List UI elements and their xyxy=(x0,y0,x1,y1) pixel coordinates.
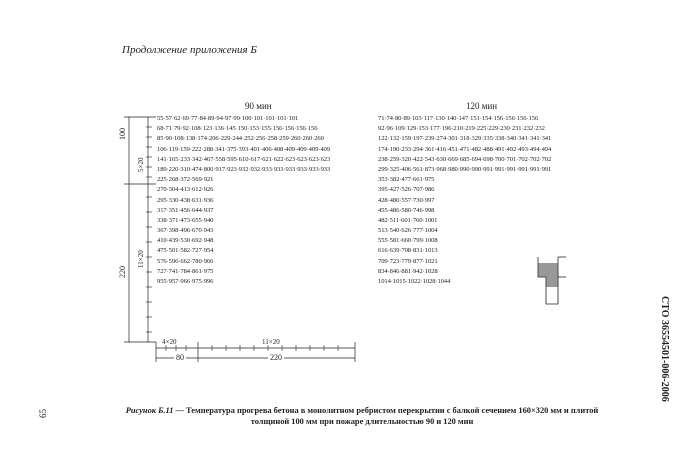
grid-row-values: 238·259·320·422·543·630·669·685·694·698·700·701·702·702·702 xyxy=(378,155,552,163)
grid-row-values: 616·639·708·831·1013 xyxy=(378,247,438,255)
panel-90-title: 90 мин xyxy=(245,101,272,111)
caption-text: — Температура прогрева бетона в монолитном ребристом перекрытии с балкой сечением 160×320 мм и плитой толщиной 100 мм при пожаре длительностью 90 и 120 мин xyxy=(173,406,599,426)
grid-row-values: 225·268·372·569·921 xyxy=(157,176,214,184)
grid-row-values: 428·480·557·730·997 xyxy=(378,196,435,204)
figure-caption xyxy=(122,405,602,427)
grid-row-values: 338·371·473·655·940 xyxy=(157,216,214,224)
grid-row-values: 513·540·626·777·1004 xyxy=(378,227,438,235)
document-code: СТО 36554501-006-2006 xyxy=(659,296,670,402)
page-header: Продолжение приложения Б xyxy=(122,44,257,56)
grid-row-values: 299·325·406·561·873·968·980·990·990·991·991·991·991·991·991 xyxy=(378,165,552,173)
grid-row-values: 482·511·601·760·1001 xyxy=(378,216,438,224)
grid-row-values: 367·398·496·670·943 xyxy=(157,227,214,235)
grid-row-values: 106·119·159·222·288·341·375·393·401·406·408·409·409·409·409 xyxy=(157,145,330,153)
dim-left-grid-top: 5×20 xyxy=(137,157,145,172)
grid-row-values: 122·132·159·197·239·274·301·318·329·335·338·340·341·341·341 xyxy=(378,135,552,143)
grid-row-values: 270·304·413·612·926 xyxy=(157,186,214,194)
grid-row-values: 55·57·62·69·77·84·89·94·97·99·100·101·101·101·101 xyxy=(157,115,299,122)
grid-row-values: 68·71·79·92·108·123·136·145·150·153·155·156·156·156·156 xyxy=(157,125,318,133)
grid-row-values: 85·90·108·138·174·206·229·244·252·256·258·259·260·260·260 xyxy=(157,135,324,143)
grid-row-values: 410·439·530·692·948 xyxy=(157,237,214,245)
grid-row-values: 317·351·456·644·937 xyxy=(157,206,214,214)
grid-row-values: 395·427·526·707·986 xyxy=(378,186,435,194)
grid-row-values: 455·486·580·746·998 xyxy=(378,206,435,214)
dim-bottom-80: 80 xyxy=(176,353,184,362)
dim-bottom-large: 11×20 xyxy=(262,338,280,346)
panel-120-title: 120 мин xyxy=(466,101,498,111)
dim-left-grid-bottom: 11×20 xyxy=(137,250,145,268)
dim-left-top: 100 xyxy=(118,128,127,140)
grid-row-values: 353·382·477·661·975 xyxy=(378,176,435,184)
grid-row-values: 709·723·779·877·1021 xyxy=(378,257,438,265)
grid-row-values: 834·846·881·942·1028 xyxy=(378,267,438,275)
caption-label: Рисунок Б.11 xyxy=(125,406,174,415)
grid-row-values: 174·190·233·294·361·416·451·471·482·488·491·492·493·494·494 xyxy=(378,145,552,153)
grid-row-values: 475·501·582·727·954 xyxy=(157,247,214,255)
grid-row-values: 92·96·109·129·153·177·196·210·219·225·229·230·231·232·232 xyxy=(378,125,545,133)
grid-row-values: 189·220·310·474·800·917·923·932·932·933·933·933·933·933·933 xyxy=(157,165,331,173)
grid-row-values: 71·74·80·89·103·117·130·140·147·151·154·156·156·156·156 xyxy=(378,115,539,122)
grid-row-values: 727·741·784·861·975 xyxy=(157,267,214,275)
grid-row-values: 576·596·662·780·966 xyxy=(157,257,214,265)
grid-row-values: 555·581·660·799·1008 xyxy=(378,237,438,245)
grid-row-values: 1014·1015·1022·1028·1044 xyxy=(378,278,451,285)
dim-bottom-small: 4×20 xyxy=(162,338,177,346)
dim-left-total: 220 xyxy=(118,266,127,278)
grid-row-values: 955·957·966·975·996 xyxy=(157,278,214,285)
page-number: 65 xyxy=(38,409,48,418)
grid-row-values: 295·330·438·631·936 xyxy=(157,196,214,204)
grid-row-values: 141·165·233·342·467·558·595·610·617·621·622·623·623·623·623 xyxy=(157,155,331,163)
dim-bottom-220: 220 xyxy=(270,353,282,362)
